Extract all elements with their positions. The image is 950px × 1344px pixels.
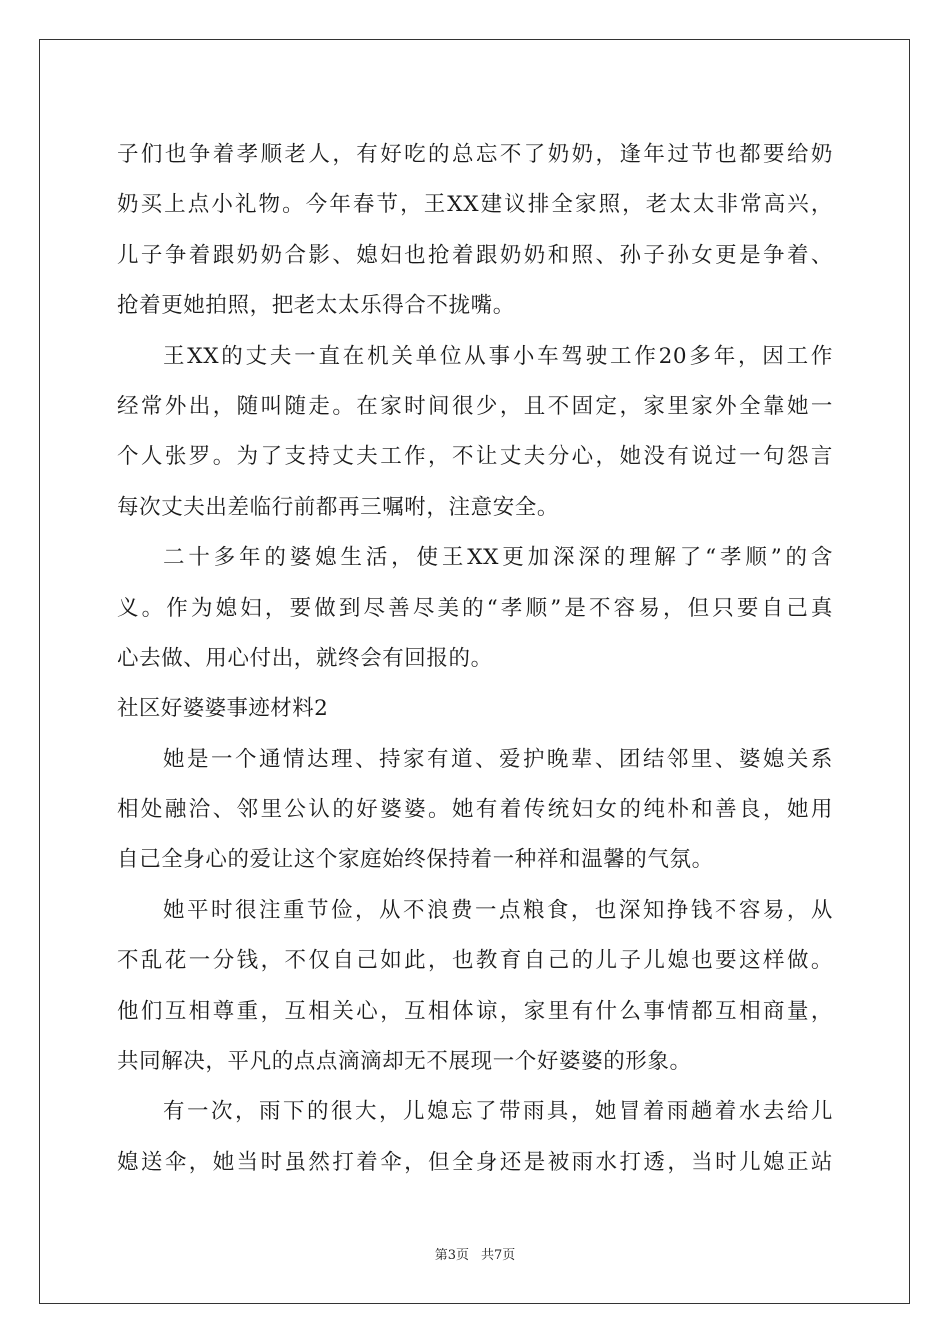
text-line: 经常外出，随叫随走。在家时间很少，且不固定，家里家外全靠她一 — [117, 393, 833, 419]
text-line: 她是一个通情达理、持家有道、爱护晚辈、团结邻里、婆媳关系 — [163, 746, 833, 772]
section-heading: 社区好婆婆事迹材料2 — [117, 696, 329, 722]
text-line: 有一次，雨下的很大，儿媳忘了带雨具，她冒着雨趟着水去给儿 — [163, 1099, 833, 1125]
text-line: 自己全身心的爱让这个家庭始终保持着一种祥和温馨的气氛。 — [117, 847, 714, 873]
text-line: 子们也争着孝顺老人，有好吃的总忘不了奶奶，逢年过节也都要给奶 — [117, 142, 833, 167]
text-line: 他们互相尊重，互相关心，互相体谅，家里有什么事情都互相商量， — [117, 998, 833, 1024]
text-line: 相处融洽、邻里公认的好婆婆。她有着传统妇女的纯朴和善良，她用 — [117, 797, 833, 823]
text-line: 心去做、用心付出，就终会有回报的。 — [117, 645, 493, 671]
text-line: 她平时很注重节俭，从不浪费一点粮食，也深知挣钱不容易，从 — [163, 897, 833, 923]
text-line: 王XX的丈夫一直在机关单位从事小车驾驶工作20多年，因工作 — [163, 343, 833, 369]
text-line: 抢着更她拍照，把老太太乐得合不拢嘴。 — [117, 293, 515, 319]
text-line: 奶买上点小礼物。今年春节，王XX建议排全家照，老太太非常高兴， — [117, 192, 833, 218]
page-number: 第3页 — [434, 1248, 469, 1263]
text-line: 媳送伞，她当时虽然打着伞，但全身还是被雨水打透，当时儿媳正站 — [117, 1149, 833, 1175]
document-body — [117, 130, 833, 1188]
text-line: 义。作为媳妇，要做到尽善尽美的“孝顺”是不容易，但只要自己真 — [117, 595, 833, 621]
page-footer — [0, 1247, 950, 1265]
text-line: 二十多年的婆媳生活，使王XX更加深深的理解了“孝顺”的含 — [163, 545, 833, 571]
text-line: 儿子争着跟奶奶合影、媳妇也抢着跟奶奶和照、孙子孙女更是争着、 — [117, 242, 833, 268]
page-total: 共7页 — [481, 1248, 516, 1263]
text-line: 共同解决，平凡的点点滴滴却无不展现一个好婆婆的形象。 — [117, 1049, 692, 1075]
text-line: 每次丈夫出差临行前都再三嘱咐，注意安全。 — [117, 494, 560, 520]
text-line: 个人张罗。为了支持丈夫工作，不让丈夫分心，她没有说过一句怨言 — [117, 444, 833, 470]
text-line: 不乱花一分钱，不仅自己如此，也教育自己的儿子儿媳也要这样做。 — [117, 948, 833, 974]
